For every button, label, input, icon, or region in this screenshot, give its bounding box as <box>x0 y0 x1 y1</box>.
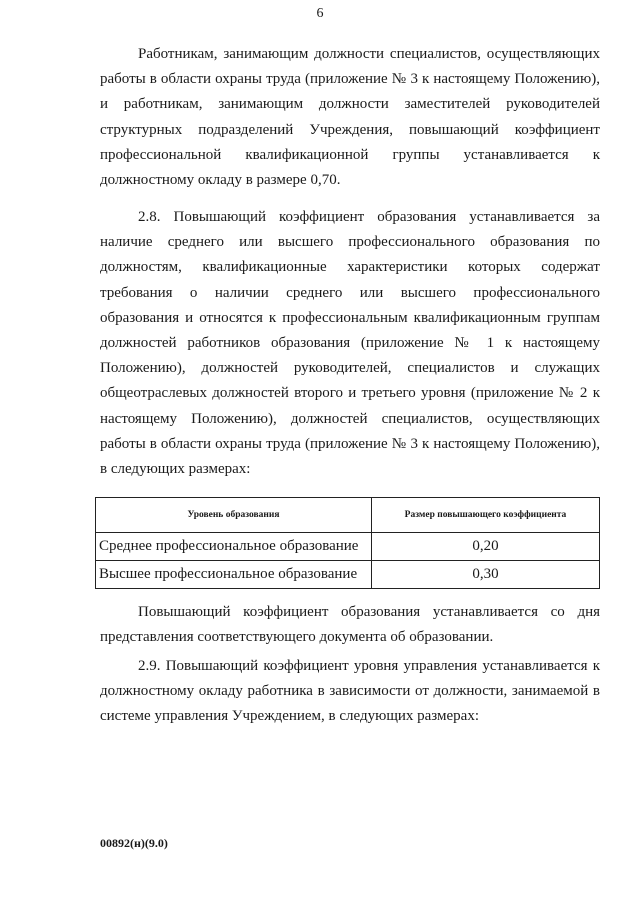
paragraph-2-9-management-coefficient: 2.9. Повышающий коэффициент уровня управления устанавливается к должностному окладу работника в зависимости от должности, занимаемой в системе управления Учреждением, в следующих размерах: <box>100 658 600 725</box>
table-row <box>96 561 600 589</box>
table-header-row <box>96 498 600 533</box>
coefficient-value-cell: 0,30 <box>372 561 600 589</box>
paragraph-2-8-education-coefficient: 2.8. Повышающий коэффициент образования устанавливается за наличие среднего или высшего профессионального образования по должностям, квалификационные характеристики которых содержат требования о наличии среднего или высшего профессионального образования и относятся к профессиональным квалификационным группам должностей работников образования (приложение № 1 к настоящему Положению), должностей руководителей, специалистов и служащих общеотраслевых должностей второго и третьего уровня (приложение № 2 к настоящему Положению), должностей специалистов, осуществляющих работы в области охраны труда (приложение № 3 к настоящему Положению), в следующих размерах: <box>100 209 600 478</box>
document-code: 00892(н)(9.0) <box>100 836 168 850</box>
header-coefficient-size: Размер повышающего коэффициента <box>372 498 600 533</box>
education-level-cell: Высшее профессиональное образование <box>96 561 372 589</box>
education-level-cell: Среднее профессиональное образование <box>96 533 372 561</box>
education-coefficient-table <box>95 497 600 589</box>
table-row <box>96 533 600 561</box>
page-number: 6 <box>316 6 324 21</box>
header-education-level: Уровень образования <box>96 498 372 533</box>
paragraph-specialists-coefficient: Работникам, занимающим должности специалистов, осуществляющих работы в области охраны труда (приложение № 3 к настоящему Положению), и работникам, занимающим должности заместителей руководителей структурных подразделений Учреждения, повышающий коэффициент профессиональной квалификационной группы устанавливается к должностному окладу в размере 0,70. <box>100 46 600 189</box>
coefficient-value-cell: 0,20 <box>372 533 600 561</box>
paragraph-education-coefficient-start: Повышающий коэффициент образования устанавливается со дня представления соответствующего документа об образовании. <box>100 604 600 646</box>
